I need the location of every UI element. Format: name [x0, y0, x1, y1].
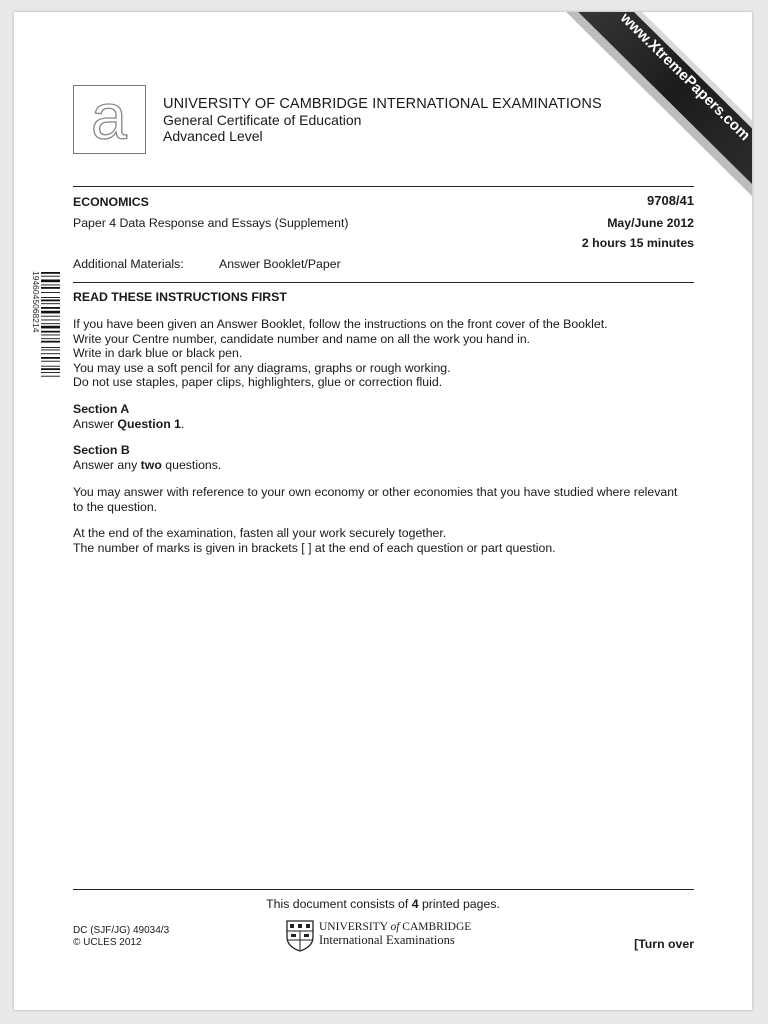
- general-instructions: [73, 317, 698, 390]
- barcode-bar: [41, 372, 60, 373]
- paper-code: 9708/41: [647, 193, 694, 208]
- crest-text: UNIVERSITY of CAMBRIDGE International Examinations: [319, 921, 472, 947]
- instruction-line: Write in dark blue or black pen.: [73, 346, 243, 361]
- section-b-instructions: [73, 443, 698, 472]
- barcode-bar: [41, 276, 60, 277]
- instructions-heading: READ THESE INSTRUCTIONS FIRST: [73, 290, 287, 304]
- barcode-bar: [41, 361, 60, 362]
- barcode-digits: 1946045068214: [31, 271, 41, 333]
- section-a-text: Answer Question 1.: [73, 416, 185, 431]
- qualification: General Certificate of Education: [163, 112, 362, 128]
- exam-duration: 2 hours 15 minutes: [581, 236, 694, 250]
- copyright: © UCLES 2012: [73, 937, 142, 948]
- subject: ECONOMICS: [73, 195, 149, 209]
- reference-line: You may answer with reference to your own economy or other economies that you have studied where relevant: [73, 485, 678, 499]
- end-line: The number of marks is given in brackets [ ] at the end of each question or part question.: [73, 540, 556, 555]
- section-b-title: Section B: [73, 443, 130, 457]
- instruction-line: If you have been given an Answer Booklet, follow the instructions on the front cover of the Booklet.: [73, 317, 608, 331]
- barcode-bar: [41, 285, 60, 286]
- level: Advanced Level: [163, 128, 263, 144]
- cambridge-footer-logo: [286, 920, 486, 954]
- materials-value: Answer Booklet/Paper: [219, 257, 341, 271]
- reference-line: to the question.: [73, 499, 158, 514]
- barcode-bar: [41, 350, 60, 351]
- divider-instructions: [73, 282, 694, 283]
- materials-label: Additional Materials:: [73, 257, 184, 271]
- instruction-line: You may use a soft pencil for any diagrams, graphs or rough working.: [73, 360, 451, 375]
- barcode-bar: [41, 347, 60, 348]
- barcode-bar: [41, 323, 60, 324]
- barcode-bar: [41, 307, 60, 309]
- barcode-bar: [41, 376, 60, 377]
- document-code: DC (SJF/JG) 49034/3: [73, 925, 170, 936]
- barcode-bar: [41, 300, 60, 302]
- logo-letter: a: [91, 86, 127, 153]
- end-instructions: [73, 526, 698, 555]
- exam-cover-page: [14, 9, 754, 1010]
- barcode-bar: [41, 366, 60, 367]
- footer-codes: [73, 925, 169, 949]
- barcode-bar: [41, 297, 60, 298]
- barcode-bar: [41, 303, 60, 304]
- ribbon-text: www.XtremePapers.com: [616, 9, 754, 145]
- barcode-bar: [41, 287, 60, 289]
- instruction-line: Do not use staples, paper clips, highlighters, glue or correction fluid.: [73, 375, 443, 390]
- divider-footer: [73, 889, 694, 890]
- barcode-bar: [41, 316, 60, 317]
- barcode-bar: [41, 292, 60, 293]
- barcode-bar: [41, 341, 60, 343]
- paper-title: Paper 4 Data Response and Essays (Supplement): [73, 216, 349, 230]
- section-a-title: Section A: [73, 402, 130, 416]
- exam-session: May/June 2012: [607, 216, 694, 230]
- section-a-instructions: [73, 402, 698, 431]
- reference-instructions: [73, 485, 698, 514]
- barcode-bar: [41, 357, 60, 359]
- barcode-bar: [41, 326, 60, 329]
- cambridge-a-logo: [73, 85, 146, 154]
- barcode-bar: [41, 280, 60, 283]
- instruction-line: Write your Centre number, candidate number and name on all the work you hand in.: [73, 331, 531, 346]
- turn-over: [Turn over: [634, 937, 694, 951]
- barcode-bar: [41, 335, 60, 336]
- barcode-bar: [41, 331, 60, 333]
- board-name: UNIVERSITY OF CAMBRIDGE INTERNATIONAL EXAMINATIONS: [163, 96, 602, 112]
- barcode-bar: [41, 320, 60, 321]
- barcode-bar: [41, 272, 60, 274]
- divider-top: [73, 186, 694, 187]
- exam-board-header: [163, 96, 602, 144]
- barcode-bar: [41, 368, 60, 370]
- barcode-bar: [41, 338, 60, 339]
- barcode-bar: [41, 311, 60, 314]
- page-count: This document consists of 4 printed pages.: [266, 897, 500, 911]
- cambridge-crest-icon: [286, 920, 314, 952]
- barcode: [29, 270, 61, 413]
- section-b-text: Answer any two questions.: [73, 457, 222, 472]
- end-line: At the end of the examination, fasten all your work securely together.: [73, 526, 447, 540]
- barcode-bar: [41, 353, 60, 354]
